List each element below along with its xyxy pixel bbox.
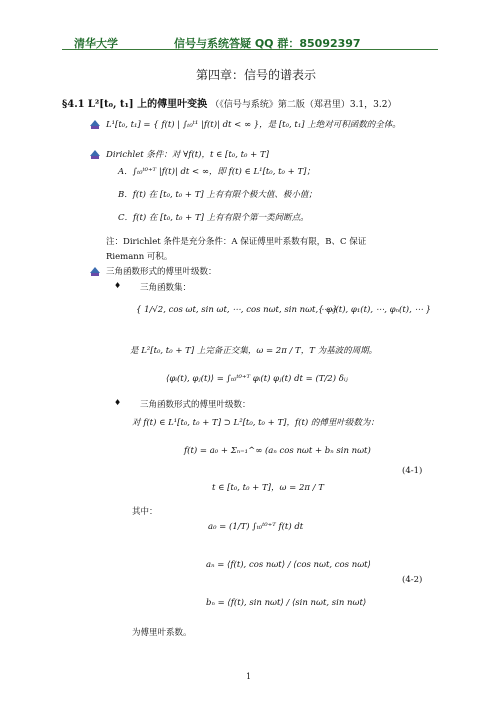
trig-form-intro: 对 f(t) ∈ L¹[t₀, t₀ + T] ⊃ L²[t₀, t₀ + T]，f(t) 的傅里叶级数为： — [132, 418, 379, 428]
trig-set-title: 三角函数集： — [140, 283, 192, 293]
dirichlet-intro: Dirichlet 条件：对 ∀f(t)，t ∈ [t₀, t₀ + T] — [106, 150, 269, 160]
bullet-icon — [90, 150, 99, 159]
note-line-2: Riemann 可积。 — [106, 252, 173, 262]
header-right: 信号与系统答疑 QQ 群：85092397 — [174, 37, 361, 50]
inner-product-formula: ⟨φᵢ(t), φⱼ(t)⟩ = ∫ₜ₀ᵗ⁰⁺ᵀ φᵢ(t) φⱼ(t) dt = (T/2) δᵢⱼ — [166, 374, 348, 384]
series-formula: f(t) = a₀ + Σₙ₌₁^∞ (aₙ cos nωt + bₙ sin nωt) — [184, 446, 371, 456]
diamond-bullet-icon: ♦ — [114, 281, 122, 290]
chapter-title: 第四章：信号的谱表示 — [196, 68, 317, 82]
equation-label-4-2: (4-2) — [402, 575, 423, 585]
series-range: t ∈ [t₀, t₀ + T]，ω = 2π / T — [212, 483, 324, 493]
bn-formula: bₙ = ⟨f(t), sin nωt⟩ / ⟨sin nωt, sin nωt⟩ — [206, 598, 367, 608]
an-formula: aₙ = ⟨f(t), cos nωt⟩ / ⟨cos nωt, cos nωt⟩ — [206, 560, 371, 570]
coefficient-label: 为傅里叶系数。 — [132, 628, 192, 638]
diamond-bullet-icon: ♦ — [114, 398, 122, 407]
section-title: L²[t₀, t₁] 上的傅里叶变换 — [87, 99, 208, 110]
trig-set-phi: { φ₀(t), φ₁(t), ⋯, φₙ(t), ⋯ } — [318, 305, 432, 315]
bullet-icon — [90, 267, 99, 276]
bullet-icon — [90, 120, 99, 129]
dirichlet-condition-b: B．f(t) 在 [t₀, t₀ + T] 上有有限个极大值、极小值； — [118, 190, 317, 200]
page-number: 1 — [246, 672, 252, 681]
where-label: 其中： — [132, 507, 158, 517]
trig-set-formula: { 1/√2, cos ωt, sin ωt, ⋯, cos nωt, sin nωt, ⋯ } — [136, 305, 338, 315]
section-reference: （《信号与系统》第二版（郑君里）3.1，3.2） — [210, 100, 397, 110]
a0-formula: a₀ = (1/T) ∫ₜ₀ᵗ⁰⁺ᵀ f(t) dt — [208, 522, 304, 532]
l1-definition: L¹[t₀, t₁] = { f(t) | ∫ₜ₀ᵗ¹ |f(t)| dt < ∞ }，是 [t₀, t₁] 上绝对可积函数的全体。 — [106, 120, 401, 130]
complete-orthogonal-text: 是 L²[t₀, t₀ + T] 上完备正交集，ω = 2π / T，T 为基波的周期。 — [130, 346, 378, 356]
header-left: 清华大学 — [74, 37, 118, 50]
dirichlet-condition-c: C．f(t) 在 [t₀, t₀ + T] 上有有限个第一类间断点。 — [118, 213, 309, 223]
equation-label-4-1: (4-1) — [402, 466, 423, 476]
note-line-1: 注：Dirichlet 条件是充分条件：A 保证傅里叶系数有限，B、C 保证 — [106, 237, 367, 247]
header-rule — [62, 49, 438, 50]
section-number: §4.1 — [62, 99, 85, 110]
trig-series-title: 三角函数形式的傅里叶级数： — [106, 267, 217, 277]
trig-form-title: 三角函数形式的傅里叶级数： — [140, 400, 251, 410]
dirichlet-condition-a: A．∫ₜ₀ᵗ⁰⁺ᵀ |f(t)| dt < ∞，即 f(t) ∈ L¹[t₀, t₀ + T]； — [118, 167, 315, 177]
section-heading — [62, 95, 396, 110]
